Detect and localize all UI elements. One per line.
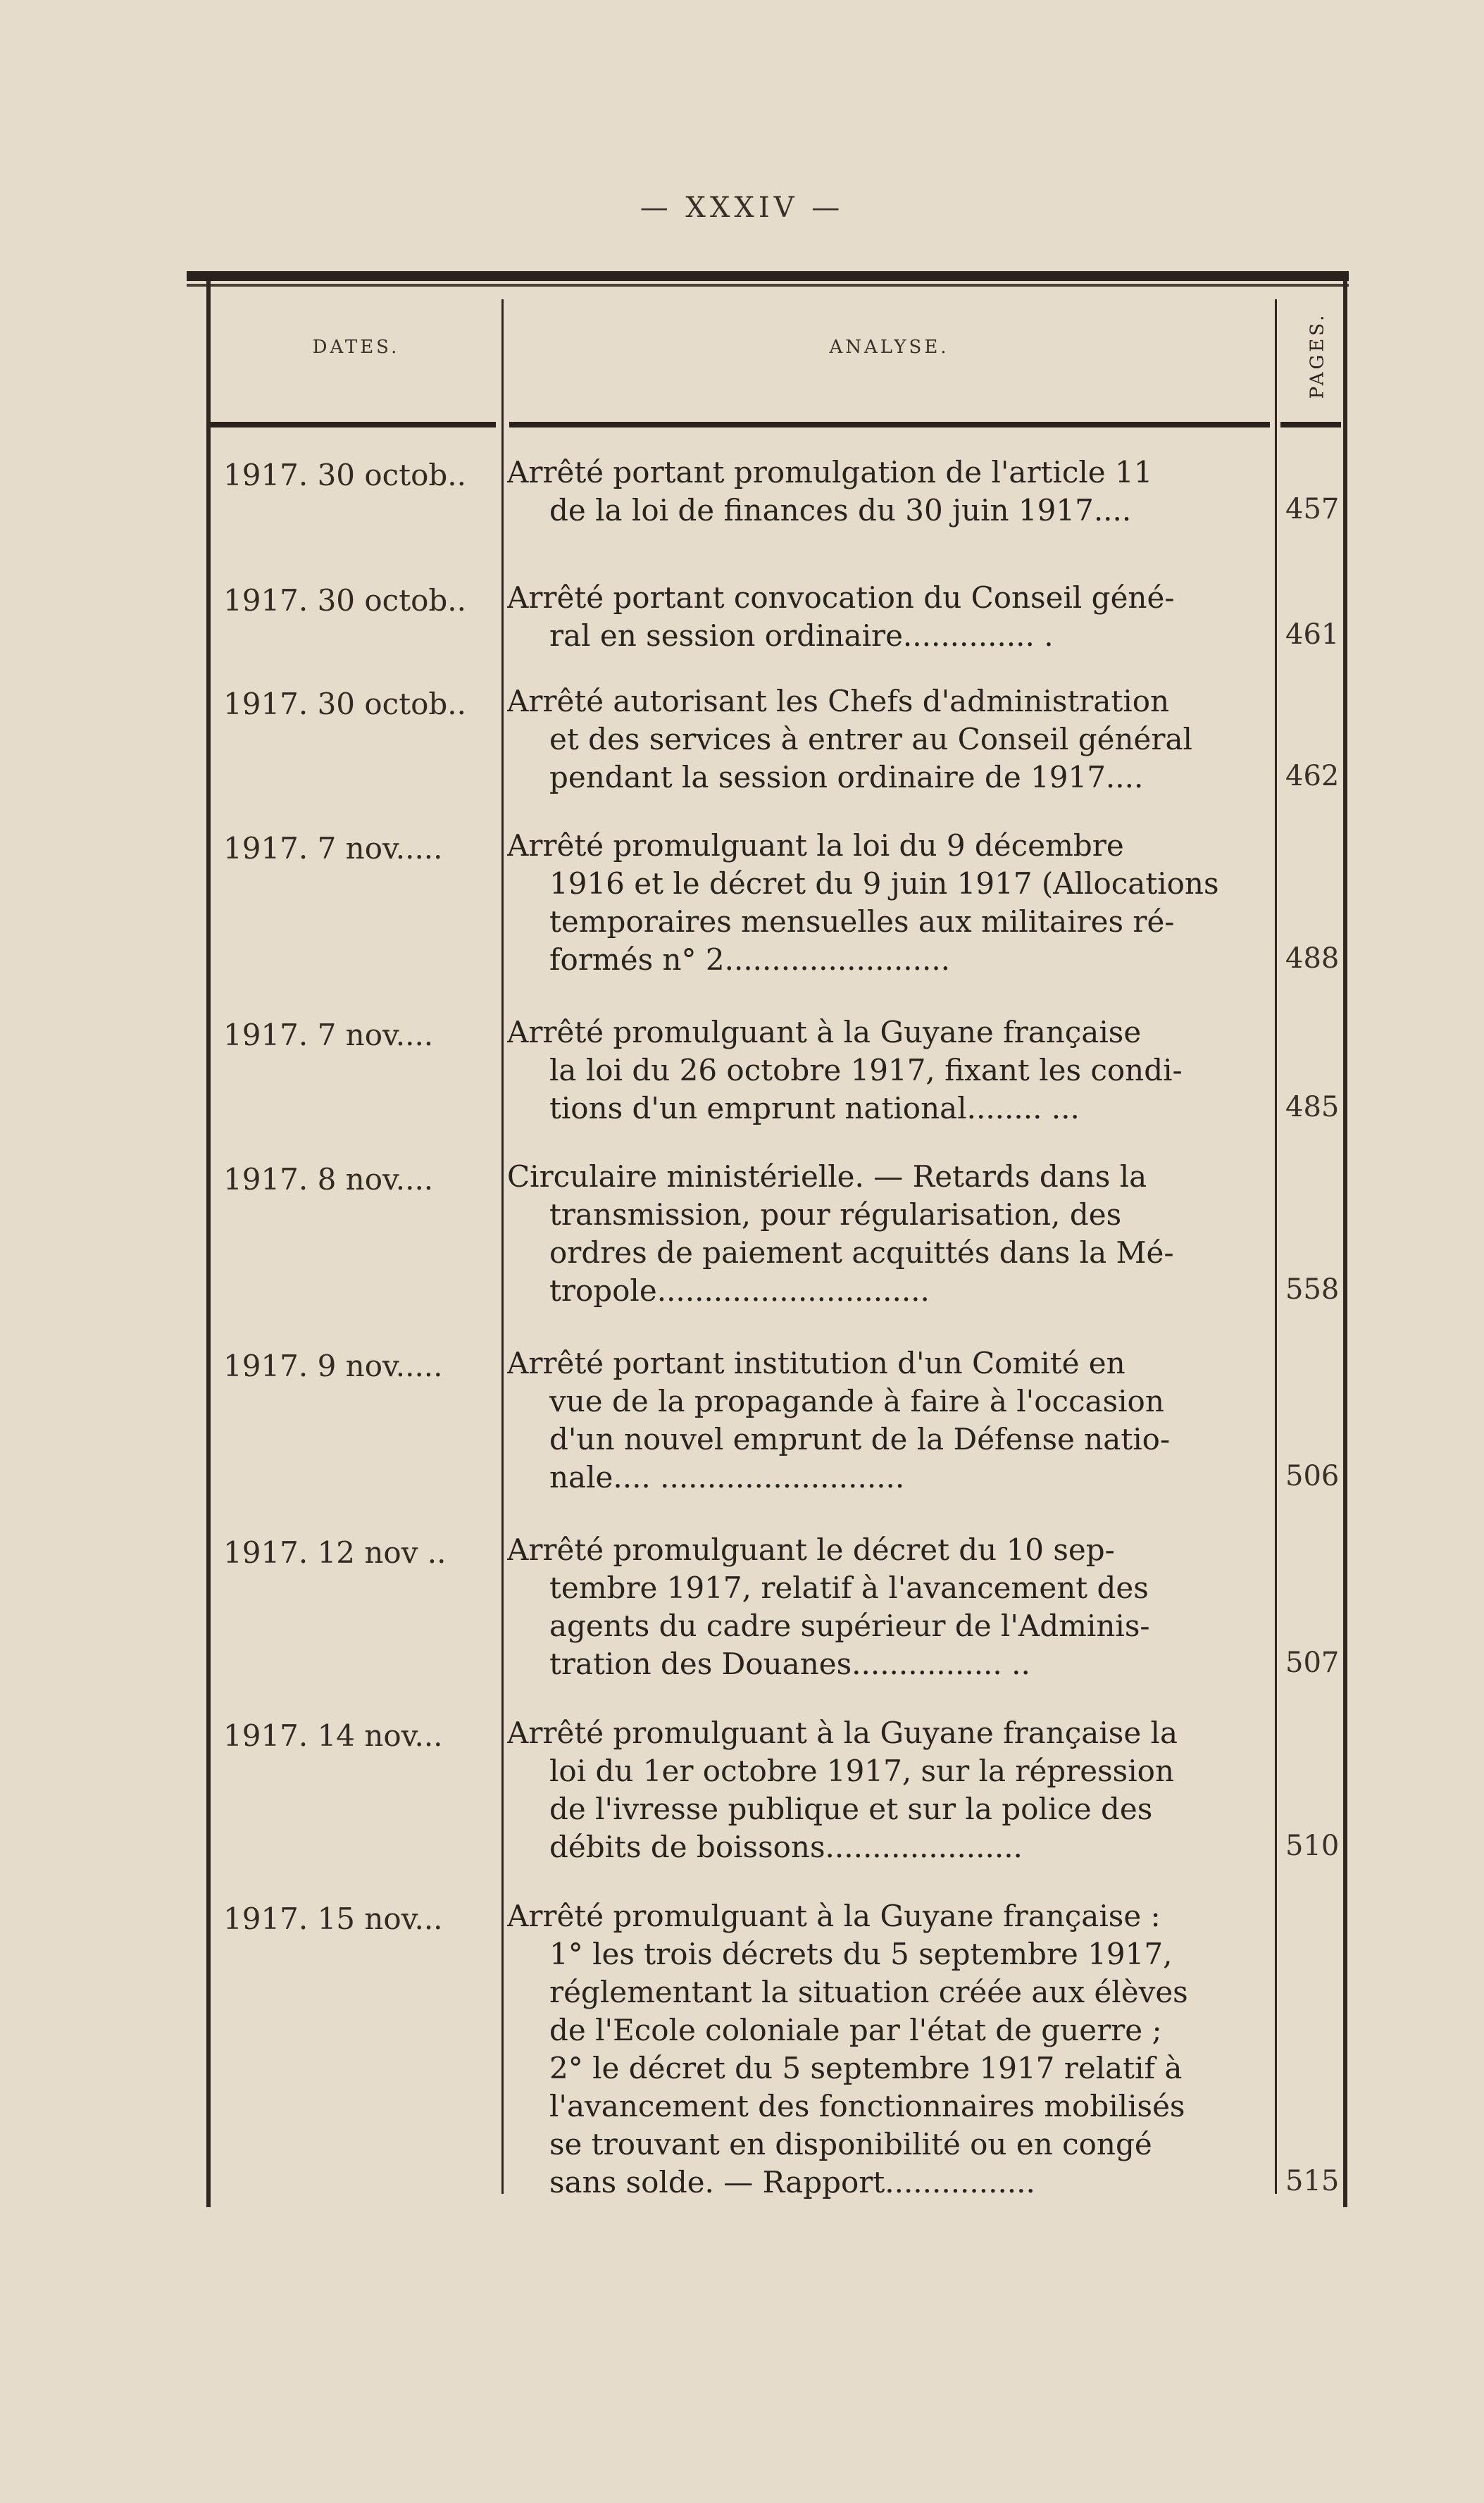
index-table xyxy=(187,271,1349,2215)
analysis-line: loi du 1er octobre 1917, sur la répression xyxy=(549,1754,1175,1788)
header-rule-analyse xyxy=(509,422,1270,427)
analysis-line: de la loi de finances du 30 juin 1917.... xyxy=(549,493,1132,528)
entry-date: 1917. 9 nov..... xyxy=(223,1349,443,1383)
entry-date: 1917. 30 octob.. xyxy=(223,583,466,618)
analysis-line: temporaires mensuelles aux militaires ré- xyxy=(549,904,1175,939)
analysis-line: Arrêté promulguant la loi du 9 décembre xyxy=(507,828,1124,863)
header-rule-dates xyxy=(211,422,496,427)
entry-date: 1917. 15 nov... xyxy=(223,1902,443,1936)
analysis-line: débits de boissons..................... xyxy=(549,1830,1023,1864)
entry-analysis xyxy=(507,579,1268,655)
entry-analysis xyxy=(507,1158,1268,1310)
analysis-line: réglementant la situation créée aux élèves xyxy=(549,1975,1188,2009)
entry-page-number: 485 xyxy=(1285,1091,1340,1123)
analysis-line: d'un nouvel emprunt de la Défense natio- xyxy=(549,1422,1171,1456)
analysis-line: tration des Douanes................ .. xyxy=(549,1647,1030,1681)
entry-analysis xyxy=(507,1531,1268,1683)
analysis-line: 1° les trois décrets du 5 septembre 1917, xyxy=(549,1937,1173,1971)
analysis-line: se trouvant en disponibilité ou en congé xyxy=(549,2127,1152,2161)
entry-analysis xyxy=(507,682,1268,797)
entry-date: 1917. 12 nov .. xyxy=(223,1535,447,1570)
analysis-line: vue de la propagande à faire à l'occasion xyxy=(549,1384,1164,1418)
analysis-line: l'avancement des fonctionnaires mobilisés xyxy=(549,2089,1185,2123)
entry-date: 1917. 14 nov... xyxy=(223,1718,443,1753)
header-rule-pages xyxy=(1280,422,1341,427)
header-analyse: ANALYSE. xyxy=(829,336,949,358)
entry-date: 1917. 7 nov.... xyxy=(223,1018,434,1052)
analysis-line: Arrêté promulguant à la Guyane française xyxy=(507,1015,1142,1049)
entry-date: 1917. 8 nov.... xyxy=(223,1162,434,1197)
entry-page-number: 515 xyxy=(1285,2165,1340,2197)
entry-page-number: 506 xyxy=(1285,1460,1340,1492)
entry-analysis xyxy=(507,454,1268,530)
analysis-line: Arrêté promulguant à la Guyane française la xyxy=(507,1716,1178,1750)
analysis-line: ral en session ordinaire.............. . xyxy=(549,618,1054,653)
entry-analysis xyxy=(507,1344,1268,1497)
page-header: — XXXIV — xyxy=(640,192,844,224)
analysis-line: de l'Ecole coloniale par l'état de guerre ; xyxy=(549,2013,1162,2047)
entry-page-number: 457 xyxy=(1285,493,1340,525)
entry-analysis xyxy=(507,827,1268,979)
analysis-line: nale.... .......................... xyxy=(549,1460,905,1494)
table-right-border xyxy=(1343,281,1347,2207)
analysis-line: 1916 et le décret du 9 juin 1917 (Allocations xyxy=(549,866,1219,901)
analysis-line: Arrêté portant convocation du Conseil géné- xyxy=(507,580,1175,615)
entry-page-number: 461 xyxy=(1285,618,1340,651)
analysis-line: de l'ivresse publique et sur la police des xyxy=(549,1792,1153,1826)
entry-page-number: 510 xyxy=(1285,1830,1340,1862)
analysis-line: formés n° 2........................ xyxy=(549,942,951,977)
analysis-line: transmission, pour régularisation, des xyxy=(549,1197,1122,1232)
analysis-line: tropole............................. xyxy=(549,1273,930,1308)
entry-page-number: 558 xyxy=(1285,1273,1340,1306)
analysis-line: agents du cadre supérieur de l'Adminis- xyxy=(549,1609,1150,1643)
analysis-line: et des services à entrer au Conseil général xyxy=(549,722,1192,756)
analysis-line: tembre 1917, relatif à l'avancement des xyxy=(549,1571,1149,1605)
entry-date: 1917. 7 nov..... xyxy=(223,831,443,866)
analysis-line: sans solde. — Rapport................ xyxy=(549,2165,1035,2199)
analysis-line: la loi du 26 octobre 1917, fixant les condi- xyxy=(549,1053,1183,1087)
entry-date: 1917. 30 octob.. xyxy=(223,687,466,721)
entry-analysis xyxy=(507,1897,1268,2202)
header-dates: DATES. xyxy=(312,336,400,358)
entry-analysis xyxy=(507,1714,1268,1866)
analysis-line: ordres de paiement acquittés dans la Mé- xyxy=(549,1235,1174,1270)
analysis-line: Arrêté promulguant le décret du 10 sep- xyxy=(507,1533,1115,1567)
analysis-line: Arrêté autorisant les Chefs d'administration xyxy=(507,684,1170,718)
analysis-line: Circulaire ministérielle. — Retards dans la xyxy=(507,1159,1147,1194)
entry-page-number: 488 xyxy=(1285,942,1340,975)
analysis-line: 2° le décret du 5 septembre 1917 relatif à xyxy=(549,2051,1183,2085)
header-pages-label: PAGES. xyxy=(1307,312,1328,399)
entry-analysis xyxy=(507,1013,1268,1128)
analysis-line: Arrêté portant institution d'un Comité en xyxy=(507,1346,1126,1380)
table-left-border xyxy=(206,281,211,2207)
entry-page-number: 507 xyxy=(1285,1647,1340,1679)
analysis-line: Arrêté portant promulgation de l'article 11 xyxy=(507,455,1153,489)
analysis-line: Arrêté promulguant à la Guyane française : xyxy=(507,1899,1161,1933)
analysis-line: tions d'un emprunt national........ ... xyxy=(549,1091,1080,1125)
column-divider-analyse xyxy=(1275,299,1277,2194)
entry-date: 1917. 30 octob.. xyxy=(223,458,466,492)
entry-page-number: 462 xyxy=(1285,760,1340,792)
header-pages xyxy=(1296,299,1338,412)
analysis-line: pendant la session ordinaire de 1917.... xyxy=(549,760,1144,794)
